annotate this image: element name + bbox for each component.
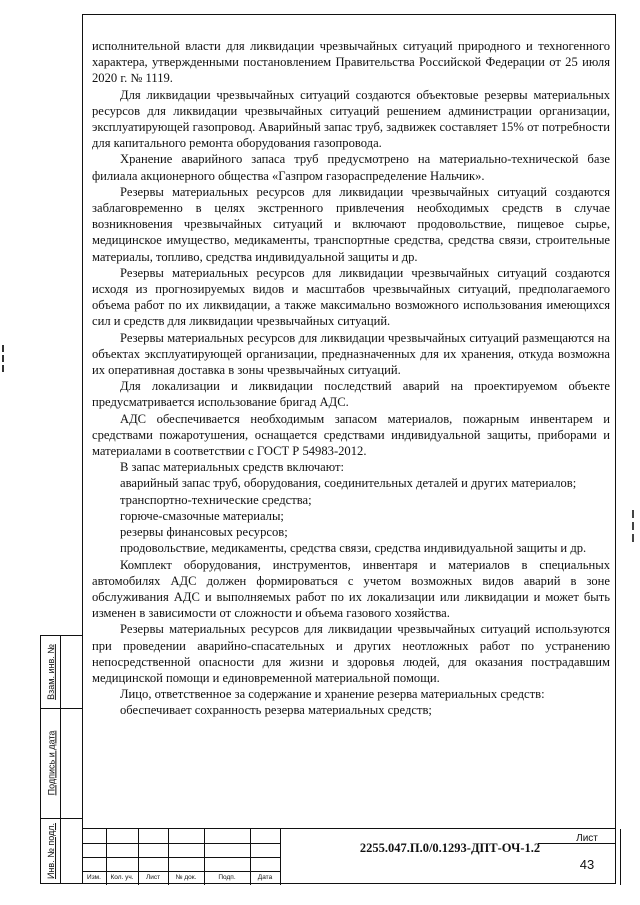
paragraph: Резервы материальных ресурсов для ликвидации чрезвычайных ситуаций создаются заблаговременно в целях экстренного привлечения необходимых средств в случае возникновения чрезвычайных ситуаций и включают продовольствие, пищевое сырье, медицинское имущество, медикаменты, транспортные средства, средства связи, строительные материалы, топливо, средства индивидуальной защиты и др. <box>92 184 610 264</box>
label-podpis-data <box>43 708 59 818</box>
col-data-label: Дата <box>257 874 273 881</box>
title-block <box>82 828 616 885</box>
document-code: 2255.047.П.0/0.1293-ДПТ-ОЧ-1.2 <box>359 841 541 855</box>
paragraph: Хранение аварийного запаса труб предусмотрено на материально-технической базе филиала акционерного общества «Газпром газораспределение Нальчик». <box>92 152 610 183</box>
paragraph: горюче-смазочные материалы; <box>120 508 284 523</box>
paragraph: продовольствие, медикаменты, средства связи, средства индивидуальной защиты и др. <box>120 541 587 556</box>
scan-margin-mark-right <box>632 510 636 550</box>
paragraph: транспортно-технические средства; <box>120 492 312 507</box>
col-izm-label: Изм. <box>87 874 101 881</box>
paragraph: резервы финансовых ресурсов; <box>120 525 288 540</box>
paragraph: Лицо, ответственное за содержание и хранение резерва материальных средств: <box>120 687 545 702</box>
sheet-label: Лист <box>576 833 598 844</box>
paragraph: Для локализации и ликвидации последствий аварий на проектируемом объекте предусматривается использование бригад АДС. <box>92 379 610 410</box>
paragraph: аварийный запас труб, оборудования, соединительных деталей и других материалов; <box>120 476 577 491</box>
label-vzam-inv <box>43 636 59 708</box>
stamp-col-line <box>280 829 281 885</box>
label-vzam-inv-text: Взам. инв. № <box>46 644 57 700</box>
label-podpis-data-text: Подпись и дата <box>46 730 57 796</box>
paragraph: В запас материальных средств включают: <box>120 460 345 475</box>
stamp-col-line <box>620 829 621 885</box>
paragraph: обеспечивает сохранность резерва материальных средств; <box>120 703 432 718</box>
paragraph: АДС обеспечивается необходимым запасом материалов, пожарным инвентарем и средствами пожаротушения, оснащается средствами индивидуальной защиты, приборами и материалами в соответствии с ГОСТ Р 54983-2012. <box>92 411 610 459</box>
paragraph: Резервы материальных ресурсов для ликвидации чрезвычайных ситуаций размещаются на объектах эксплуатирующей организации, предназначенных для их хранения, откуда возможна их оперативная доставка в зоны чрезвычайных ситуаций. <box>92 330 610 378</box>
scan-margin-mark <box>2 345 6 375</box>
paragraph: исполнительной власти для ликвидации чрезвычайных ситуаций природного и техногенного характера, утвержденными постановлением Правительства Российской Федерации от 25 июля 2020 г. № 1119. <box>92 39 610 86</box>
label-inv-podl-text: Инв. № подл. <box>46 822 56 879</box>
col-podp-label: Подп. <box>218 874 236 881</box>
sheet-number: 43 <box>579 857 595 872</box>
side-stamp <box>40 635 82 884</box>
col-ndok-label: № док. <box>175 874 197 881</box>
paragraph: Для ликвидации чрезвычайных ситуаций создаются объектовые резервы материальных ресурсов для ликвидации чрезвычайных ситуаций решением администрации организации, эксплуатирующей газопровод. Аварийный запас труб, задвижек составляет 15% от потребности для капитального ремонта оборудования газопровода. <box>92 87 610 151</box>
paragraph: Комплект оборудования, инструментов, инвентаря и материалов в специальных автомобилях АДС должен формироваться с учетом возможных видов аварий в зоне обслуживания АДС и выполняемых работ по их локализации или ликвидации и может быть изменен в зависимости от сложности и объема газового хозяйства. <box>92 557 610 621</box>
paragraph: Резервы материальных ресурсов для ликвидации чрезвычайных ситуаций используются при проведении аварийно-спасательных и других неотложных работ по устранению непосредственной опасности для жизни и здоровья людей, для оказания пострадавшим медицинской помощи и единовременной материальной помощи. <box>92 622 610 685</box>
paragraph: Резервы материальных ресурсов для ликвидации чрезвычайных ситуаций создаются исходя из прогнозируемых видов и масштабов чрезвычайных ситуаций, предполагаемого объема работ по их ликвидации, а также максимально возможного использования имеющихся сил и средств для ликвидации чрезвычайных ситуаций. <box>92 265 610 329</box>
col-kol-uch-label: Кол. уч. <box>110 874 134 881</box>
label-inv-podl <box>43 818 59 883</box>
document-body <box>92 38 610 719</box>
col-list-label: Лист <box>145 874 161 881</box>
